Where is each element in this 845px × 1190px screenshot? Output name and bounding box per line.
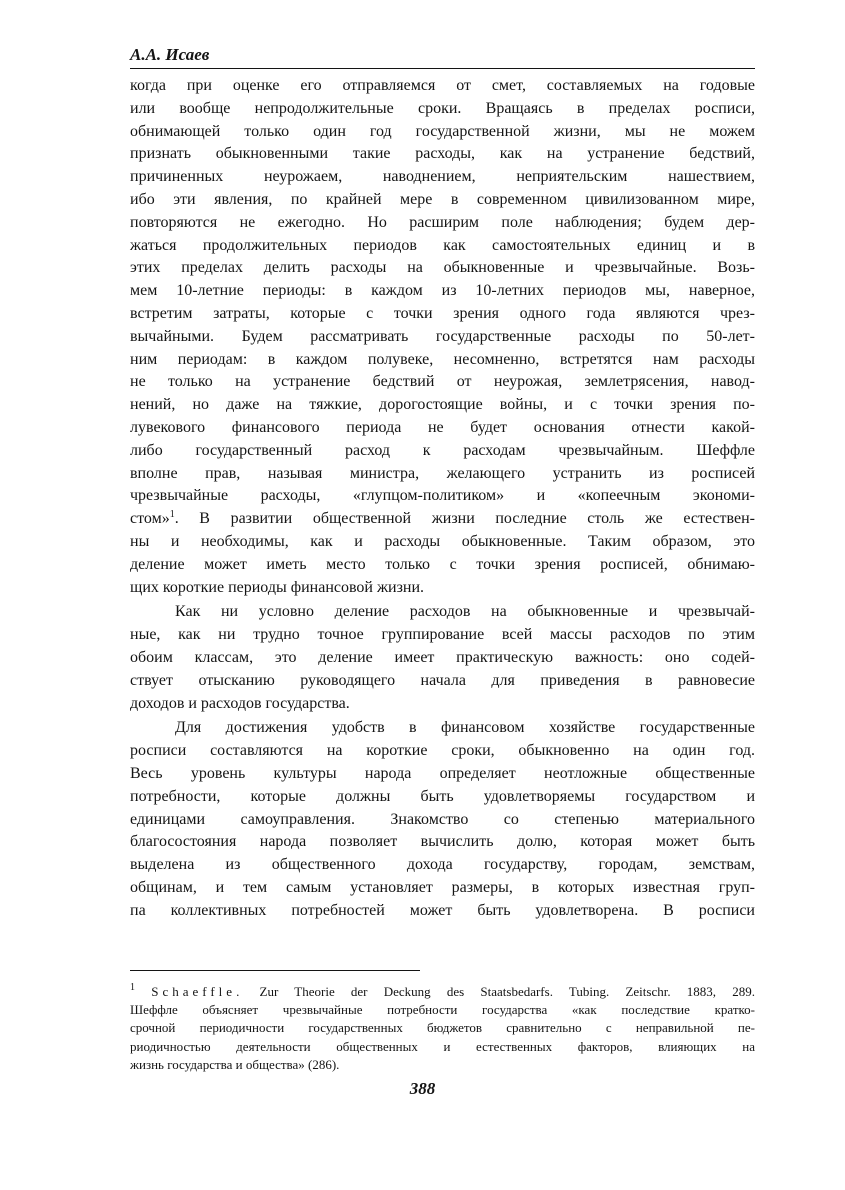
text-line: жаться продолжительных периодов как самостоятельных единиц и в [130,236,755,254]
footnote-reference[interactable]: 1 [169,509,175,521]
footnote-line: жизнь государства и общества» (286). [130,1056,340,1072]
footnote-line: Шеффле объясняет чрезвычайные потребности государства «как последствие кратко- [130,1002,755,1018]
text-line: этих пределах делить расходы на обыкновенные и чрезвычайные. Возь- [130,259,755,277]
footnote [130,983,755,1074]
text-line: ствует отысканию руководящего начала для приведения в равновесие [130,671,755,689]
text-line: ибо эти явления, по крайней мере в современном цивилизованном мире, [130,190,755,208]
text-line: лувекового финансового периода не будет основания отнести какой- [130,418,755,436]
footnote-marker: 1 [130,982,135,993]
text-line: не только на устранение бедствий от неурожая, землетрясения, навод- [130,373,755,391]
text-line: Как ни условно деление расходов на обыкновенные и чрезвычай- [175,603,755,621]
text-line: выделена из общественного дохода государству, городам, земствам, [130,856,755,874]
text-line: деление может иметь место только с точки зрения росписей, обнимаю- [130,555,755,573]
text-fragment: стом» [130,510,170,528]
text-line: доходов и расходов государства. [130,694,350,712]
text-line: чрезвычайные расходы, «глупцом-политиком» и «копеечным экономи- [130,487,755,505]
text-line: благосостояния народа позволяет вычислить долю, которая может быть [130,833,755,851]
paragraph-1 [130,75,755,599]
text-line: вполне прав, называя министра, желающего устранить из росписей [130,464,755,482]
text-line: ные, как ни трудно точное группирование всей массы расходов по этим [130,626,755,644]
text-line-with-footnote-ref [130,508,755,531]
text-line: обнимающей только один год государственной жизни, мы не можем [130,122,755,140]
text-line: ны и необходимы, как и расходы обыкновенные. Таким образом, это [130,532,755,550]
header-rule [130,68,755,69]
text-line: повторяются не ежегодно. Но расширим поле наблюдения; будем дер- [130,213,755,231]
text-line: либо государственный расход к расходам чрезвычайным. Шеффле [130,441,755,459]
text-line: признать обыкновенными такие расходы, как на устранение бедствий, [130,145,755,163]
text-line: нений, но даже на тяжкие, дорогостоящие войны, и с точки зрения по- [130,396,755,414]
text-line: росписи составляются на короткие сроки, обыкновенно на один год. [130,742,755,760]
footnote-line: срочной периодичности государственных бюджетов сравнительно с неправильной пе- [130,1020,755,1036]
footnote-author: Schaeffle. [151,984,244,999]
text-line: ним периодам: в каждом полувеке, несомненно, встретятся нам расходы [130,350,755,368]
text-line: встретим затраты, которые с точки зрения одного года являются чрез- [130,304,755,322]
text-line: общинам, и тем самым установляет размеры, в которых известная груп- [130,878,755,896]
text-fragment: . В развитии общественной жизни последние столь же естествен- [174,510,755,528]
text-line: Для достижения удобств в финансовом хозяйстве государственные [175,719,755,737]
running-header: А.А. Исаев [130,45,210,64]
page-number: 388 [409,1079,436,1098]
main-text [130,75,755,922]
footnote-line: риодичностью деятельности общественных и естественных факторов, влияющих на [130,1038,755,1054]
footnote-citation: Zur Theorie der Deckung des Staatsbedarfs. Tubing. Zeitschr. 1883, 289. [259,984,756,999]
text-line: единицами самоуправления. Знакомство со степенью материального [130,810,755,828]
text-line: Весь уровень культуры народа определяет неотложные общественные [130,764,755,782]
footnote-rule [130,970,420,971]
paragraph-2 [130,601,755,715]
text-line: вычайными. Будем рассматривать государственные расходы по 50-лет- [130,327,755,345]
text-line: причиненных неурожаем, наводнением, неприятельским нашествием, [130,168,755,186]
text-line: когда при оценке его отправляемся от смет, составляемых на годовые [130,77,755,94]
text-line: потребности, которые должны быть удовлетворяемы государством и [130,787,755,805]
paragraph-3 [130,717,755,922]
text-line: обоим классам, это деление имеет практическую важность: оно содей- [130,648,755,666]
footnote-line [130,983,755,1001]
text-line: или вообще непродолжительные сроки. Вращаясь в пределах росписи, [130,99,755,117]
text-line: па коллективных потребностей может быть удовлетворена. В росписи [130,901,755,919]
text-line: мем 10-летние периоды: в каждом из 10-летних периодов мы, наверное, [130,282,755,300]
text-line: щих короткие периоды финансовой жизни. [130,578,425,596]
